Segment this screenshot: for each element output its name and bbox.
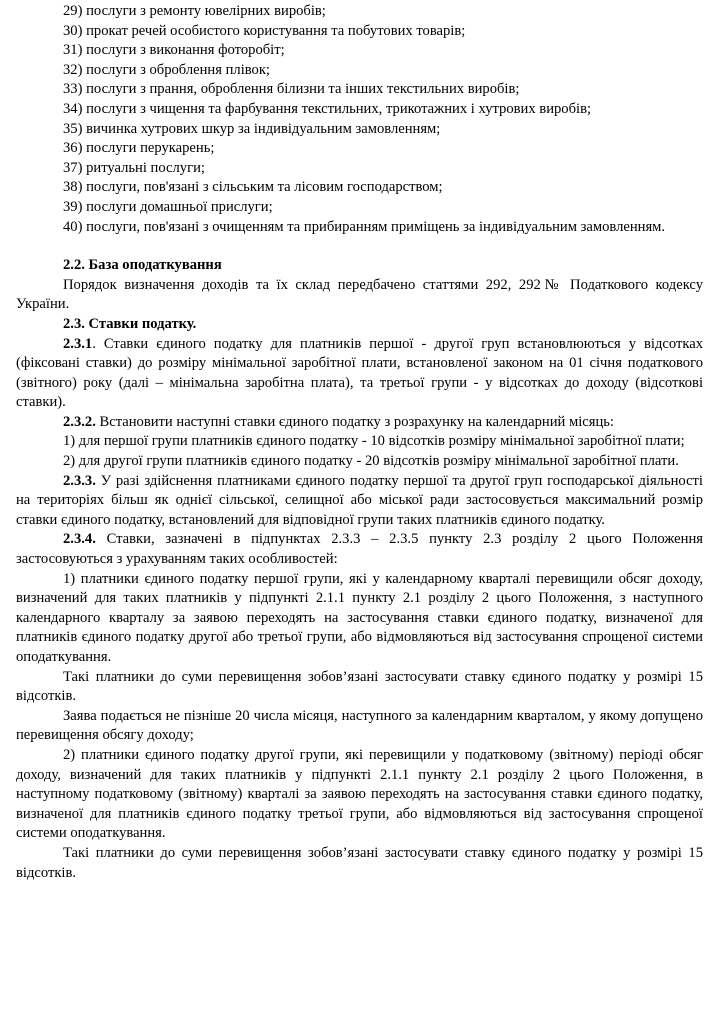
clause-number: 2.3.2. <box>63 413 96 430</box>
list-item-29: 29) послуги з ремонту ювелірних виробів; <box>63 3 326 19</box>
paragraph-excess-rate-2: Такі платники до суми перевищення зобов’язані застосувати ставку єдиного податку у розмірі 15 відсотків. <box>16 844 703 881</box>
paragraph-application: Заява подається не пізніше 20 числа місяця, наступного за календарним кварталом, у якому допущено перевищення обсягу доходу; <box>16 707 703 744</box>
list-item-34: 34) послуги з чищення та фарбування текстильних, трикотажних і хутрових виробів; <box>63 100 592 117</box>
feature-item-2: 2) платники єдиного податку другої групи, які перевищили у податковому (звітному) періоді обсяг доходу, визначений для таких платників у підпункті 2.1.1 пункту 2.1 розділу 2 цього Положення, в наступному податковому (звітному) кварталі за заявою переходять на застосування ставки єдиного податку, визначеної для платників єдиного податку третьої групи, або відмовляються від застосування спрощеної системи оподаткування. <box>16 746 703 842</box>
paragraph-excess-rate-1: Такі платники до суми перевищення зобов’язані застосувати ставку єдиного податку у розмірі 15 відсотків. <box>16 668 703 705</box>
rate-item-2: 2) для другої групи платників єдиного податку - 20 відсотків розміру мінімальної заробітної плати. <box>63 453 679 470</box>
clause-text: У разі здійснення платниками єдиного податку першої та другої груп господарської діяльності на територіях більш як однієї сільської, селищної або міської ради застосовується максимальний розмір ставки єдиного податку, встановлений для відповідної групи таких платників єдиного податку. <box>16 472 703 528</box>
list-item-35: 35) вичинка хутрових шкур за індивідуальним замовленням; <box>63 120 441 137</box>
paragraph-tax-base: Порядок визначення доходів та їх склад передбачено статтями 292, 292№ Податкового кодексу України. <box>16 276 703 313</box>
list-item-37: 37) ритуальні послуги; <box>63 159 205 176</box>
rate-item-1: 1) для першої групи платників єдиного податку - 10 відсотків розміру мінімальної заробітної плати; <box>63 433 685 450</box>
clause-number: 2.3.3. <box>63 472 96 489</box>
section-heading-2-2: 2.2. База оподаткування <box>63 257 222 274</box>
list-item-33: 33) послуги з прання, оброблення білизни та інших текстильних виробів; <box>63 81 520 98</box>
clause-text: . Ставки єдиного податку для платників першої - другої груп встановлюються у відсотках (фіксовані ставки) до розміру мінімальної заробітної плати, встановленої законом на 01 січня податкового (звітного) року (далі – мінімальна заробітна плата), та третьої групи - у відсотках до доходу (відсоткові ставки). <box>16 335 703 411</box>
feature-item-1: 1) платники єдиного податку першої групи, які у календарному кварталі перевищили обсяг доходу, визначений для таких платників у підпункті 2.1.1 пункту 2.1 розділу 2 цього Положення, з наступного календарного кварталу за заявою переходять на застосування ставки єдиного податку, визначеної для платників єдиного податку другої або третьої групи, або відмовляються від застосування спрощеної системи оподаткування. <box>16 570 703 665</box>
list-item-38: 38) послуги, пов'язані з сільським та лісовим господарством; <box>63 179 443 196</box>
clause-text: Встановити наступні ставки єдиного податку з розрахунку на календарний місяць: <box>95 413 614 430</box>
list-item-32: 32) послуги з оброблення плівок; <box>63 61 270 78</box>
section-heading-2-3: 2.3. Ставки податку. <box>63 315 197 332</box>
paragraph-2-3-4 <box>16 530 703 569</box>
spacer <box>16 237 703 256</box>
clause-text: Ставки, зазначені в підпунктах 2.3.3 – 2.3.5 пункту 2.3 розділу 2 цього Положення застосовуються з урахуванням таких особливостей: <box>16 531 703 568</box>
clause-number: 2.3.1 <box>63 335 93 352</box>
list-item-30: 30) прокат речей особистого користування та побутових товарів; <box>63 22 466 39</box>
list-item-36: 36) послуги перукарень; <box>63 140 215 157</box>
paragraph-2-3-3 <box>16 472 703 531</box>
paragraph-2-3-1 <box>16 335 703 413</box>
clause-number: 2.3.4. <box>63 531 96 548</box>
list-item-31: 31) послуги з виконання фоторобіт; <box>63 42 285 59</box>
paragraph-2-3-2 <box>16 413 703 433</box>
list-item-40: 40) послуги, пов'язані з очищенням та прибиранням приміщень за індивідуальним замовленням. <box>63 218 666 235</box>
list-item-39: 39) послуги домашньої прислуги; <box>63 198 273 215</box>
